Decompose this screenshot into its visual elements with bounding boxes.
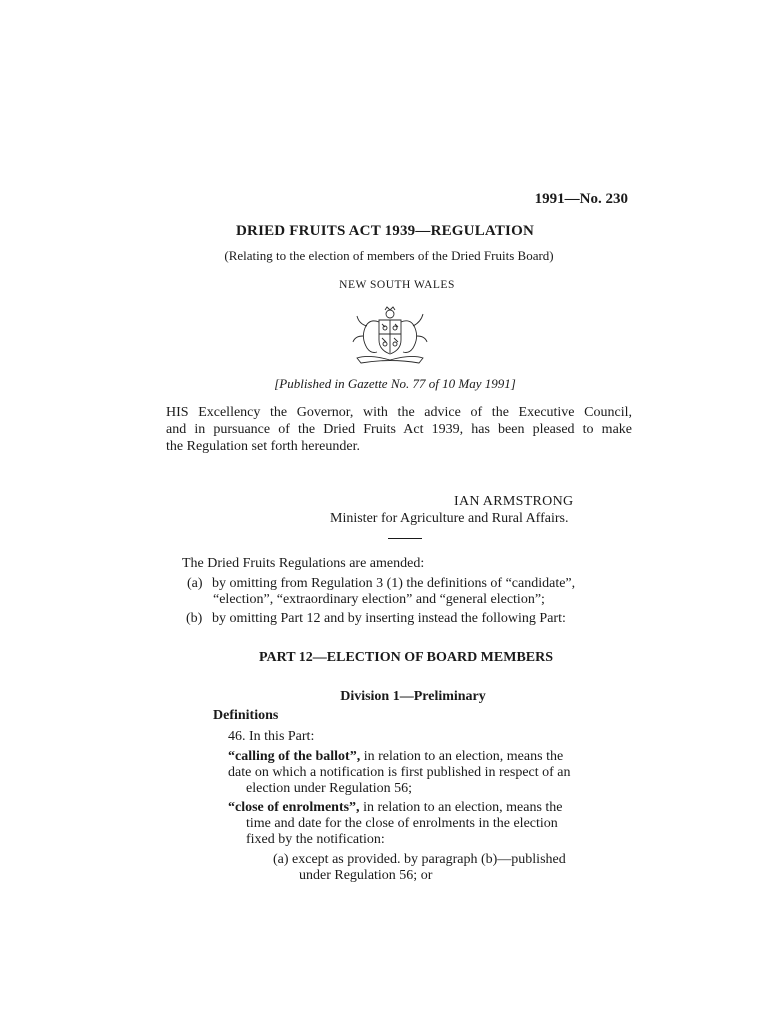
amendment-label-a: (a)	[187, 576, 203, 591]
section-heading: Definitions	[213, 708, 279, 723]
preamble-line: and in pursuance of the Dried Fruits Act 1939, has been pleased to make	[166, 422, 632, 437]
divider-rule	[388, 538, 422, 539]
signatory-title: Minister for Agriculture and Rural Affairs.	[330, 511, 569, 526]
definition-line: fixed by the notification:	[246, 832, 385, 847]
amendment-a-line: by omitting from Regulation 3 (1) the definitions of “candidate”,	[212, 576, 576, 591]
definition-line	[228, 748, 563, 765]
signatory-name: IAN ARMSTRONG	[454, 494, 574, 509]
definition-term: “close of enrolments”,	[228, 800, 360, 815]
document-title: DRIED FRUITS ACT 1939—REGULATION	[236, 223, 534, 239]
amendment-label-b: (b)	[186, 611, 203, 626]
subitem-line: (a) except as provided. by paragraph (b)—published	[273, 852, 566, 867]
division-heading: Division 1—Preliminary	[340, 689, 486, 704]
preamble-paragraph	[166, 404, 632, 455]
amendment-b-line: by omitting Part 12 and by inserting instead the following Part:	[212, 611, 566, 626]
preamble-line: the Regulation set forth hereunder.	[166, 439, 360, 454]
coat-of-arms-icon	[349, 306, 431, 366]
definition-line: time and date for the close of enrolments in the election	[246, 816, 558, 831]
definition-line: election under Regulation 56;	[246, 781, 413, 796]
definition-term: “calling of the ballot”,	[228, 749, 361, 764]
regulation-number: 1991—No. 230	[534, 191, 628, 207]
definition-line: date on which a notification is first published in respect of an	[228, 765, 571, 780]
clause-text: 46. In this Part:	[228, 729, 315, 744]
amendment-a-line: “election”, “extraordinary election” and “general election”;	[213, 592, 545, 607]
part-heading: PART 12—ELECTION OF BOARD MEMBERS	[258, 650, 554, 665]
definition-text: in relation to an election, means the	[359, 800, 563, 815]
jurisdiction: NEW SOUTH WALES	[339, 279, 455, 291]
document-subtitle: (Relating to the election of members of the Dried Fruits Board)	[224, 248, 554, 263]
amendment-intro: The Dried Fruits Regulations are amended:	[182, 556, 425, 571]
subitem-line: under Regulation 56; or	[299, 868, 433, 883]
definition-text: in relation to an election, means the	[360, 749, 564, 764]
gazette-notice: [Published in Gazette No. 77 of 10 May 1991]	[274, 376, 516, 391]
definition-line	[228, 799, 563, 816]
preamble-line: HIS Excellency the Governor, with the advice of the Executive Council,	[166, 405, 632, 420]
